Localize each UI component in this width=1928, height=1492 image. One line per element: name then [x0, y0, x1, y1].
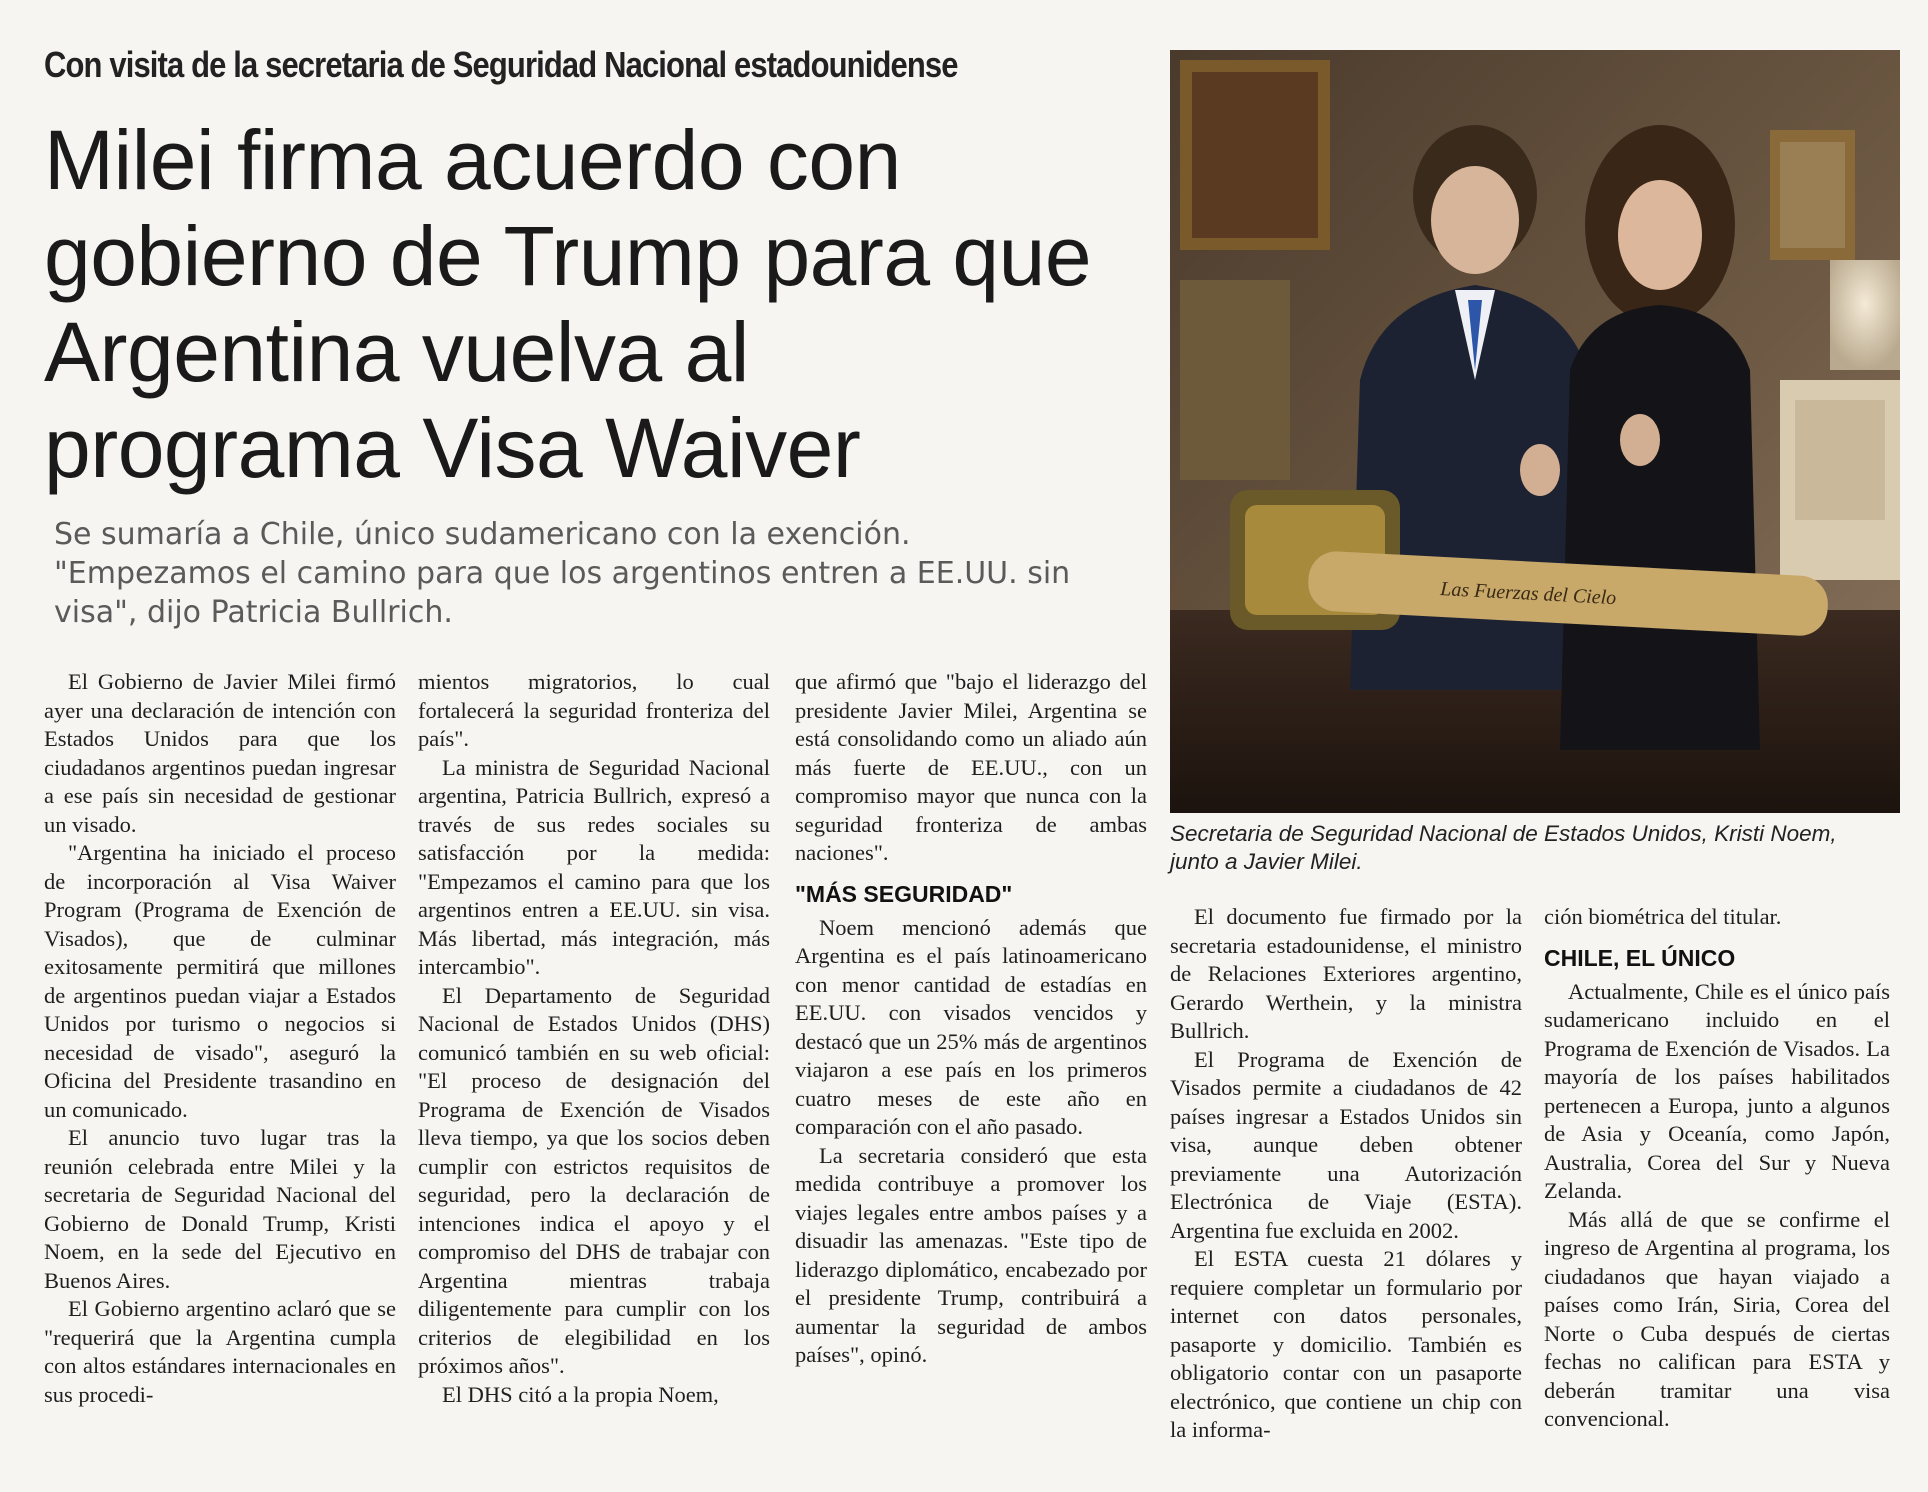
kicker: Con visita de la secretaria de Seguridad Nacional estadounidense [44, 44, 958, 85]
paragraph: El DHS citó a la propia Noem, [442, 1381, 719, 1407]
deck-line: Se sumaría a Chile, único sudamericano con la exención. [54, 517, 911, 552]
deck-line: "Empezamos el camino para que los argentinos entren a EE.UU. sin [54, 556, 1071, 591]
article-column-1 [44, 668, 396, 1409]
headline [44, 112, 1134, 496]
news-photo [1170, 50, 1900, 813]
paragraph: mientos migratorios, lo cual fortalecerá la seguridad fronteriza del país". [418, 669, 770, 751]
deck [54, 515, 1134, 632]
paragraph: El Gobierno argentino aclaró que se "requerirá que la Argentina cumpla con altos estándares internacionales en sus procedi- [44, 1296, 396, 1407]
paragraph: ción biométrica del titular. [1544, 904, 1782, 929]
photo-caption [1170, 820, 1900, 876]
subheading-mas-seguridad: "MÁS SEGURIDAD" [795, 880, 1013, 907]
photo-illustration [1170, 50, 1900, 813]
article-column-2 [418, 668, 770, 1409]
headline-line: Milei firma acuerdo con [44, 113, 901, 207]
article-column-4 [1170, 903, 1522, 1445]
paragraph: "Argentina ha iniciado el proceso de incorporación al Visa Waiver Program (Programa de Exención de Visados), que de culminar exitosamente permitirá que millones de argentinos puedan viajar a Estados Unidos por turismo o negocios si necesidad de visado", aseguró la Oficina del Presidente trasandino en un comunicado. [44, 840, 396, 1122]
paragraph: El documento fue firmado por la secretaria estadounidense, el ministro de Relaciones Exteriores argentino, Gerardo Werthein, y la ministra Bullrich. [1170, 904, 1522, 1043]
paragraph: El ESTA cuesta 21 dólares y requiere completar un formulario por internet con datos personales, pasaporte y domicilio. También es obligatorio contar con un pasaporte electrónico, que contiene un chip con la informa- [1170, 1246, 1522, 1442]
paragraph: La secretaria consideró que esta medida contribuye a promover los viajes legales entre ambos países y a disuadir las amenazas. "Este tipo de liderazgo diplomático, encabezado por el presidente Trump, contribuirá a aumentar la seguridad de ambos países", opinó. [795, 1142, 1147, 1367]
paragraph: La ministra de Seguridad Nacional argentina, Patricia Bullrich, expresó a través de sus redes sociales su satisfacción por la medida: "Empezamos el camino para que los argentinos entren a EE.UU. sin visa. Más libertad, más integración, más intercambio". [418, 754, 770, 979]
article-column-3 [795, 668, 1147, 1370]
paragraph: El Departamento de Seguridad Nacional de Estados Unidos (DHS) comunicó también en su web oficial: "El proceso de designación del Programa de Exención de Visados lleva tiempo, ya que los socios deben cumplir con estrictos requisitos de seguridad, pero la declaración de intenciones indica el apoyo y el compromiso del DHS de trabajar con Argentina mientras trabaja diligentemente para cumplir con los criterios de elegibilidad en los próximos años". [418, 982, 770, 1378]
caption-line: Secretaria de Seguridad Nacional de Estados Unidos, Kristi Noem, [1170, 821, 1837, 846]
paragraph: que afirmó que "bajo el liderazgo del presidente Javier Milei, Argentina se está consolidando como un aliado aún más fuerte de EE.UU., con un compromiso mayor que nunca con la seguridad fronteriza de ambas naciones". [795, 669, 1147, 865]
paragraph: Actualmente, Chile es el único país sudamericano incluido en el Programa de Exención de Visados. La mayoría de los países habilitados pertenecen a Europa, junto a algunos de Asia y Oceanía, como Japón, Australia, Corea del Sur y Nueva Zelanda. [1544, 978, 1890, 1203]
article-column-5 [1544, 903, 1890, 1434]
subheading-chile-el-unico: CHILE, EL ÚNICO [1544, 944, 1736, 971]
paragraph: Más allá de que se confirme el ingreso de Argentina al programa, los ciudadanos que hayan viajado a países como Irán, Siria, Corea del Norte o Cuba después de ciertas fechas no califican para ESTA y deberán tramitar una visa convencional. [1544, 1206, 1890, 1431]
paragraph: Noem mencionó además que Argentina es el país latinoamericano con menor cantidad de estadías en EE.UU. con visados vencidos y destacó que un 25% más de argentinos viajaron a ese país en los primeros cuatro meses de este año en comparación con el año pasado. [795, 914, 1147, 1139]
chainsaw-inscription: Las Fuerzas del Cielo [1439, 578, 1617, 610]
headline-line: gobierno de Trump para que [44, 209, 1092, 303]
paragraph: El Gobierno de Javier Milei firmó ayer una declaración de intención con Estados Unidos para que los ciudadanos argentinos puedan ingresar a ese país sin necesidad de gestionar un visado. [44, 669, 396, 837]
paragraph: El anuncio tuvo lugar tras la reunión celebrada entre Milei y la secretaria de Seguridad Nacional del Gobierno de Donald Trump, Kristi Noem, en la sede del Ejecutivo en Buenos Aires. [44, 1125, 396, 1293]
headline-line: Argentina vuelva al [44, 305, 749, 399]
paragraph: El Programa de Exención de Visados permite a ciudadanos de 42 países ingresar a Estados Unidos sin visa, aunque deben obtener previamente una Autorización Electrónica de Viaje (ESTA). Argentina fue excluida en 2002. [1170, 1046, 1522, 1243]
headline-line: programa Visa Waiver [44, 401, 861, 495]
caption-line: junto a Javier Milei. [1170, 849, 1363, 874]
deck-line: visa", dijo Patricia Bullrich. [54, 595, 453, 630]
